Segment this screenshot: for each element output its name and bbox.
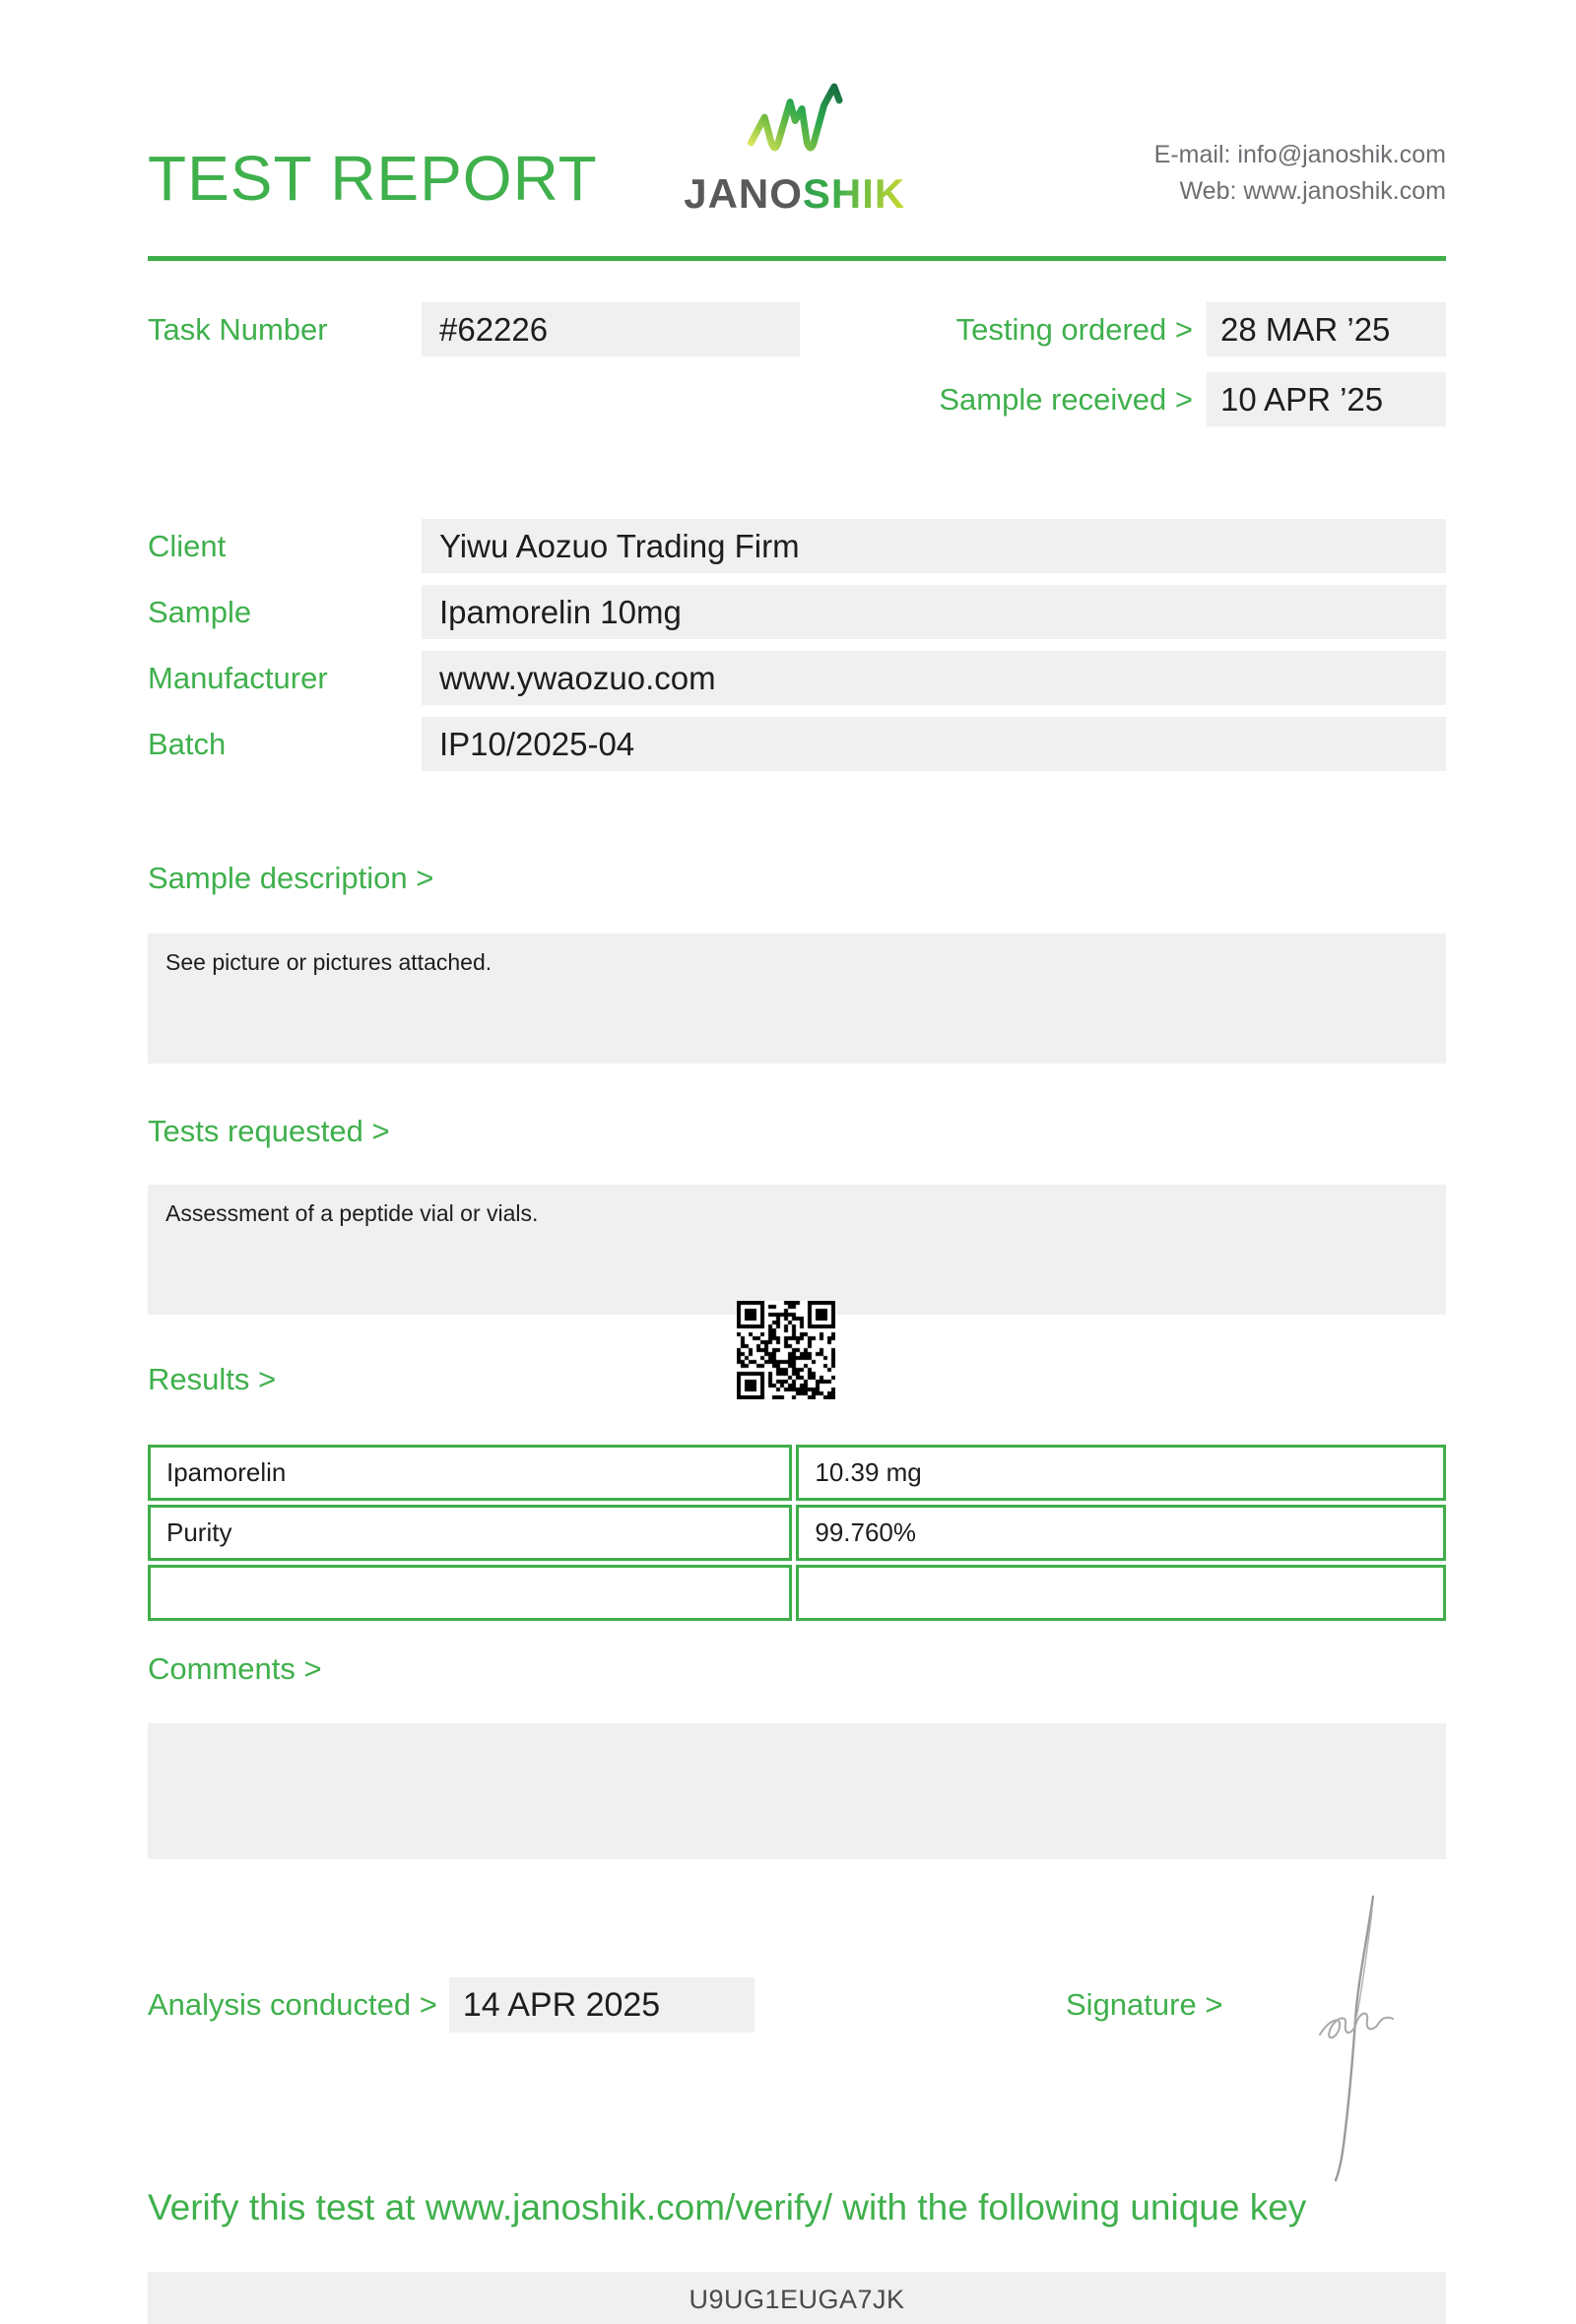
tests-requested-box: Assessment of a peptide vial or vials. bbox=[148, 1185, 1446, 1315]
results-band bbox=[148, 1315, 1446, 1441]
batch-value: IP10/2025-04 bbox=[422, 717, 1446, 771]
result-name-cell bbox=[148, 1565, 792, 1621]
unique-key-value: U9UG1EUGA7JK bbox=[148, 2272, 1446, 2324]
sample-description-box: See picture or pictures attached. bbox=[148, 934, 1446, 1064]
signature-scrawl bbox=[1290, 1891, 1418, 2186]
contact-block bbox=[1154, 137, 1446, 210]
manufacturer-label: Manufacturer bbox=[148, 661, 328, 695]
comments-box bbox=[148, 1723, 1446, 1859]
batch-label: Batch bbox=[148, 727, 227, 761]
testing-ordered-value: 28 MAR ’25 bbox=[1207, 302, 1446, 356]
bar-chart-trend-icon bbox=[746, 79, 844, 169]
verify-instruction: Verify this test at www.janoshik.com/verify/ with the following unique key bbox=[148, 2187, 1307, 2227]
analysis-conducted-label: Analysis conducted > bbox=[148, 1987, 437, 2022]
sample-label: Sample bbox=[148, 595, 252, 629]
janoshik-logo bbox=[684, 79, 905, 215]
testing-ordered-label: Testing ordered > bbox=[955, 312, 1193, 347]
logo-word-green: SHIK bbox=[802, 170, 906, 217]
tests-requested-heading: Tests requested > bbox=[148, 1114, 390, 1148]
info-rows bbox=[148, 519, 1446, 771]
result-value-cell: 10.39 mg bbox=[796, 1445, 1446, 1501]
sample-received-label: Sample received > bbox=[939, 382, 1193, 417]
result-name-cell: Purity bbox=[148, 1505, 792, 1561]
report-header bbox=[148, 0, 1446, 261]
client-row bbox=[148, 519, 1446, 573]
testing-ordered-row bbox=[956, 302, 1446, 356]
task-dates-section bbox=[148, 302, 1446, 426]
page-title: TEST REPORT bbox=[148, 143, 598, 214]
manufacturer-row bbox=[148, 651, 1446, 705]
result-value-cell: 99.760% bbox=[796, 1505, 1446, 1561]
manufacturer-value: www.ywaozuo.com bbox=[422, 651, 1446, 705]
contact-email: E-mail: info@janoshik.com bbox=[1153, 141, 1446, 168]
sample-row bbox=[148, 585, 1446, 639]
logo-word-gray: JANO bbox=[684, 170, 803, 217]
qr-code bbox=[737, 1301, 835, 1399]
result-value-cell bbox=[796, 1565, 1446, 1621]
sample-description-heading: Sample description > bbox=[148, 861, 434, 895]
result-name-cell: Ipamorelin bbox=[148, 1445, 792, 1501]
table-row bbox=[148, 1445, 1446, 1501]
batch-row bbox=[148, 717, 1446, 771]
comments-heading: Comments > bbox=[148, 1651, 322, 1686]
client-label: Client bbox=[148, 529, 227, 563]
logo-wordmark bbox=[684, 170, 906, 217]
client-value: Yiwu Aozuo Trading Firm bbox=[422, 519, 1446, 573]
sample-value: Ipamorelin 10mg bbox=[422, 585, 1446, 639]
results-table bbox=[144, 1441, 1450, 1625]
task-number-value: #62226 bbox=[422, 302, 800, 356]
results-heading: Results > bbox=[148, 1362, 277, 1396]
table-row bbox=[148, 1505, 1446, 1561]
sample-received-value: 10 APR ’25 bbox=[1207, 372, 1446, 426]
task-number-label: Task Number bbox=[148, 312, 328, 347]
contact-web: Web: www.janoshik.com bbox=[1179, 177, 1446, 205]
analysis-conducted-value: 14 APR 2025 bbox=[449, 1977, 755, 2033]
analysis-row bbox=[148, 1977, 1446, 2033]
signature-label: Signature > bbox=[1066, 1987, 1223, 2022]
table-row bbox=[148, 1565, 1446, 1621]
sample-received-row bbox=[939, 372, 1446, 426]
